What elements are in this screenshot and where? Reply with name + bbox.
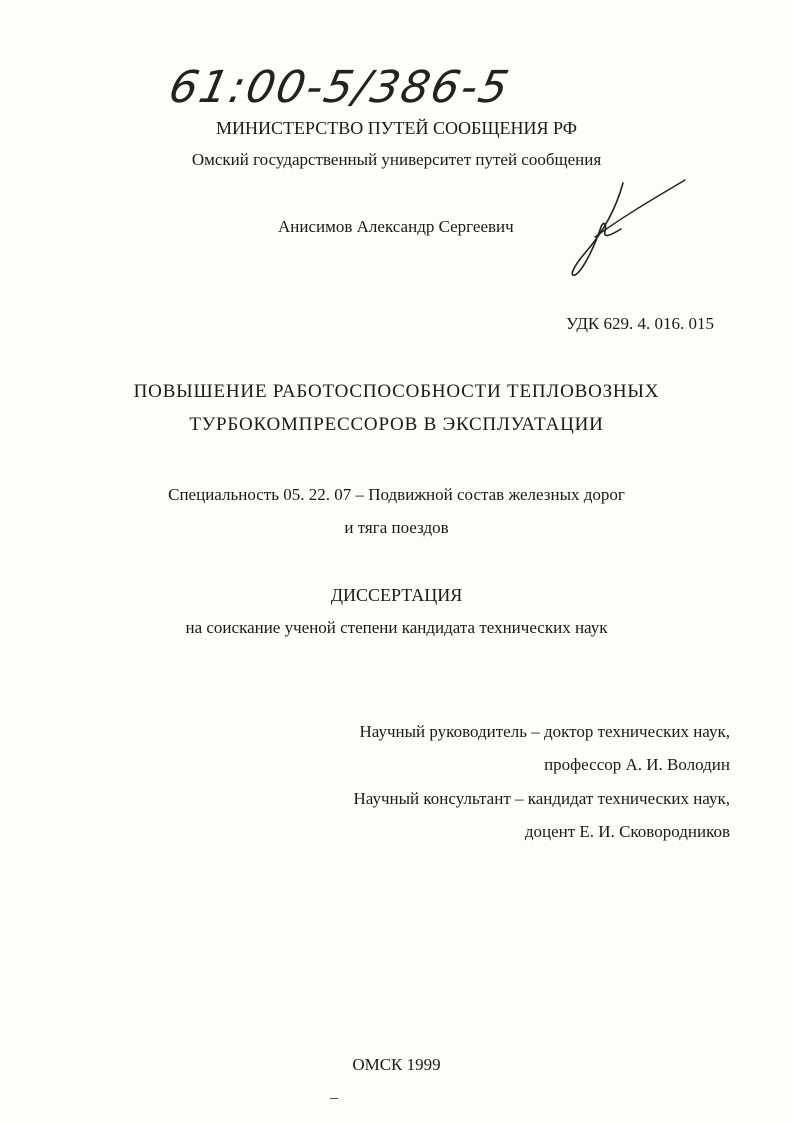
archive-handwritten-code: 61:00-5/386-5: [164, 62, 515, 113]
specialty-line-2: и тяга поездов: [344, 518, 449, 537]
supervisor-line-1: Научный руководитель – доктор технических наук,: [359, 722, 730, 741]
author-signature: [565, 175, 705, 285]
consultant-line-1: Научный консультант – кандидат технических наук,: [353, 789, 730, 808]
ministry-heading: МИНИСТЕРСТВО ПУТЕЙ СООБЩЕНИЯ РФ: [216, 118, 577, 138]
dissertation-title-line-2: ТУРБОКОМПРЕССОРОВ В ЭКСПЛУАТАЦИИ: [189, 414, 604, 435]
udk-code: УДК 629. 4. 016. 015: [566, 314, 715, 333]
supervisor-line-2: профессор А. И. Володин: [544, 755, 730, 774]
specialty-line-1: Специальность 05. 22. 07 – Подвижной состав железных дорог: [168, 485, 625, 504]
document-type: ДИССЕРТАЦИЯ: [330, 585, 463, 605]
author-name: Анисимов Александр Сергеевич: [278, 217, 514, 236]
degree-statement: на соискание ученой степени кандидата технических наук: [185, 618, 608, 637]
dissertation-title-line-1: ПОВЫШЕНИЕ РАБОТОСПОСОБНОСТИ ТЕПЛОВОЗНЫХ: [133, 381, 660, 402]
consultant-line-2: доцент Е. И. Сковородников: [524, 822, 730, 841]
university-name: Омский государственный университет путей сообщения: [191, 150, 602, 169]
city-and-year: ОМСК 1999: [352, 1055, 441, 1074]
scan-mark: [330, 1098, 338, 1099]
